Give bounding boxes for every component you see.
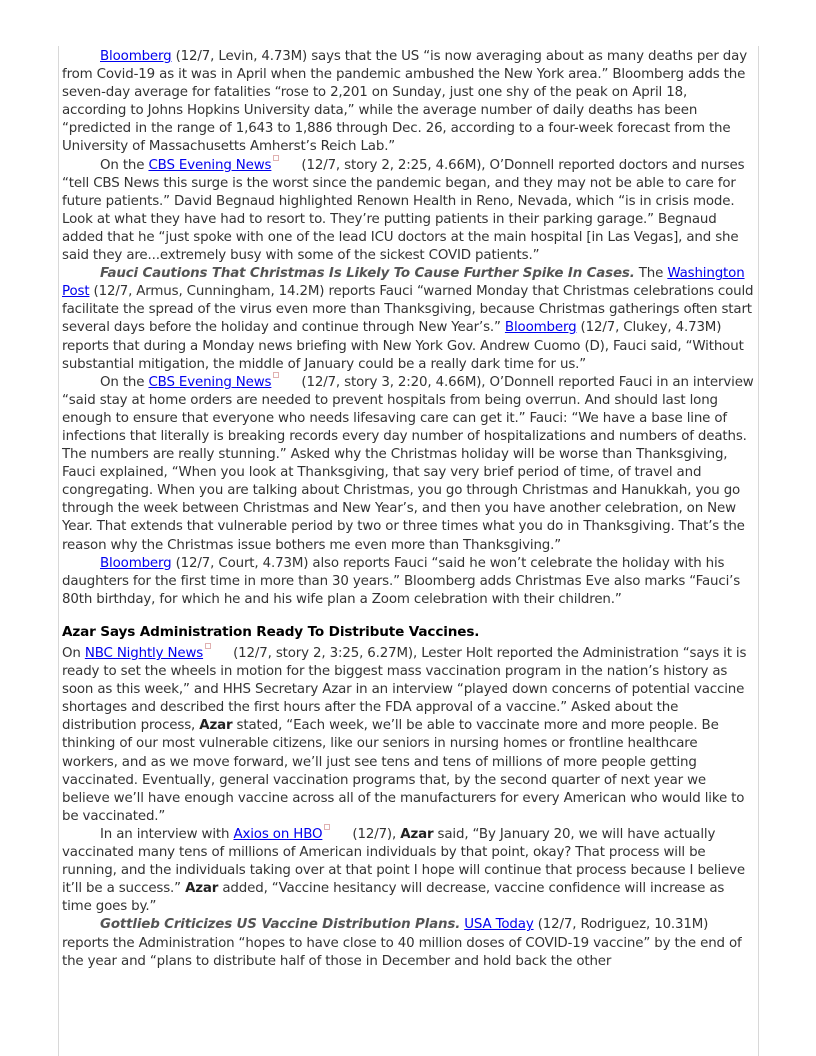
paragraph xyxy=(62,916,754,970)
paragraph-text: The xyxy=(634,266,668,282)
paragraph xyxy=(62,555,754,609)
paragraph-text: (12/7, Court, 4.73M) also reports Fauci “said he won’t celebrate the holiday with his daughters for the first time in more than 30 years.” Bloomberg adds Christmas Eve also marks “Fauci’s 80th birthday, for which he and his wife plan a Zoom celebration with their children.” xyxy=(62,555,741,607)
bold-name: Azar xyxy=(199,718,233,734)
paragraph-text: Azar Says Administration Ready To Distribute Vaccines. xyxy=(62,623,480,640)
paragraph-text: (12/7, story 3, 2:20, 4.66M), O’Donnell reported Fauci in an interview “said stay at home orders are needed to prevent hospitals from being overrun. And should last long enough to ensure that everyone who needs lifesaving care can get it.” Fauci: “We have a base line of infections that literally is breaking records every day number of hospitalizations and numbers of deaths. The numbers are really stunning.” Asked why the Christmas holiday will be worse than Thanksgiving, Fauci explained, “When you look at Thanksgiving, that say very brief period of time, of travel and congregating. When you are talking about Christmas, you go through Christmas and Hanukkah, you go through the week between Christmas and New Year’s, and then you have another celebration, on New Year. That extends that vulnerable period by two or three times what you do in Thanksgiving. That’s the reason why the Christmas issue bothers me even more than Thanksgiving.” xyxy=(62,374,754,553)
paragraph xyxy=(62,265,754,374)
paragraph-text: (12/7, Levin, 4.73M) says that the US “is now averaging about as many deaths per day from Covid-19 as it was in April when the pandemic ambushed the New York area.” Bloomberg adds the seven-day average for fatalities “rose to 2,201 on Sunday, just one shy of the peak on April 18, according to Johns Hopkins University data,” while the average number of daily deaths has been “predicted in the range of 1,643 to 1,886 through Dec. 26, according to a four-week forecast from the University of Massachusetts Amherst’s Reich Lab.” xyxy=(62,49,747,155)
story-headline: Gottlieb Criticizes US Vaccine Distribution Plans. xyxy=(100,917,461,933)
paragraph-text: (12/7, Clukey, 4.73M) reports that during a Monday news briefing with New York Gov. Andrew Cuomo (D), Fauci said, “Without substantial mitigation, the middle of January could be a really dark time for us.” xyxy=(62,320,744,372)
media-clip-icon xyxy=(324,824,330,830)
paragraph xyxy=(62,645,754,826)
document-page xyxy=(58,46,759,1056)
paragraph xyxy=(62,157,754,266)
paragraph-text: (12/7, Rodriguez, 10.31M) reports the Administration “hopes to have close to 40 million doses of COVID-19 vaccine” by the end of the year and “plans to distribute half of those in December and hold back the other xyxy=(62,917,742,969)
section-heading xyxy=(62,623,754,641)
paragraph-text: (12/7, story 2, 2:25, 4.66M), O’Donnell reported doctors and nurses “tell CBS News this surge is the worst since the pandemic began, and they may not be able to care for future patients.” David Begnaud highlighted Renown Health in Reno, Nevada, which “is in crisis mode. Look at what they have had to resort to. They’re putting patients in their parking garage.” Begnaud added that he “just spoke with one of the lead ICU doctors at the main hospital [in Las Vegas], and she said they are...extremely busy with some of the sickest COVID patients.” xyxy=(62,157,745,264)
paragraph xyxy=(62,48,754,157)
source-link[interactable]: NBC Nightly News xyxy=(84,646,204,661)
media-clip-icon xyxy=(273,372,279,378)
paragraph-text: (12/7, Armus, Cunningham, 14.2M) reports Fauci “warned Monday that Christmas celebrations could facilitate the spread of the virus even more than Thanksgiving, because Christmas gatherings often start several days before the holiday and continue through New Year’s.” xyxy=(62,284,754,336)
source-link[interactable]: CBS Evening News xyxy=(148,157,272,173)
paragraph-text: On the xyxy=(100,157,149,173)
paragraph xyxy=(62,826,754,916)
source-link[interactable]: Washington Post xyxy=(62,266,745,300)
media-clip-icon xyxy=(273,155,279,161)
paragraph xyxy=(62,374,754,555)
bold-name: Azar xyxy=(185,881,219,897)
source-link[interactable]: CBS Evening News xyxy=(148,374,272,390)
bold-name: Azar xyxy=(400,826,434,842)
paragraph-text: (12/7, story 2, 3:25, 6.27M), Lester Holt reported the Administration “says it is ready to set the wheels in motion for the biggest mass vaccination program in the nation’s history as soon as this week,” and HHS Secretary Azar in an interview “played down concerns of potential vaccine shortages and described the first hours after the FDA approval of a vaccine.” Asked about the distribution process, xyxy=(62,646,747,734)
paragraph-text: added, “Vaccine hesitancy will decrease, vaccine confidence will increase as time goes by.” xyxy=(62,881,725,915)
paragraph-text: (12/7), xyxy=(352,826,401,842)
paragraph-text: On the xyxy=(100,374,149,390)
story-headline: Fauci Cautions That Christmas Is Likely To Cause Further Spike In Cases. xyxy=(100,266,635,282)
source-link[interactable]: Bloomberg xyxy=(100,555,172,571)
source-link[interactable]: USA Today xyxy=(464,917,534,933)
paragraph-text: In an interview with xyxy=(100,826,234,842)
media-clip-icon xyxy=(205,643,211,649)
source-link[interactable]: Axios on HBO xyxy=(233,826,323,842)
paragraph-text: said, “By January 20, we will have actually vaccinated many tens of millions of American individuals by that point, okay? That process will be running, and the individuals taking over at that point I hope will continue that process because I believe it’ll be a success.” xyxy=(62,826,745,897)
paragraph-text: On xyxy=(62,646,85,661)
source-link[interactable]: Bloomberg xyxy=(100,49,172,64)
source-link[interactable]: Bloomberg xyxy=(504,320,577,336)
document-content xyxy=(59,46,758,971)
paragraph-text: stated, “Each week, we’ll be able to vaccinate more and more people. Be thinking of our most vulnerable citizens, like our seniors in nursing homes or frontline healthcare workers, and as we move forward, we’ll just see tens and tens of millions of more people getting vaccinated. Eventually, general vaccination programs that, by the second quarter of next year we believe we’ll have enough vaccine across all of the manufacturers for every American who would like to be vaccinated.” xyxy=(62,718,745,824)
